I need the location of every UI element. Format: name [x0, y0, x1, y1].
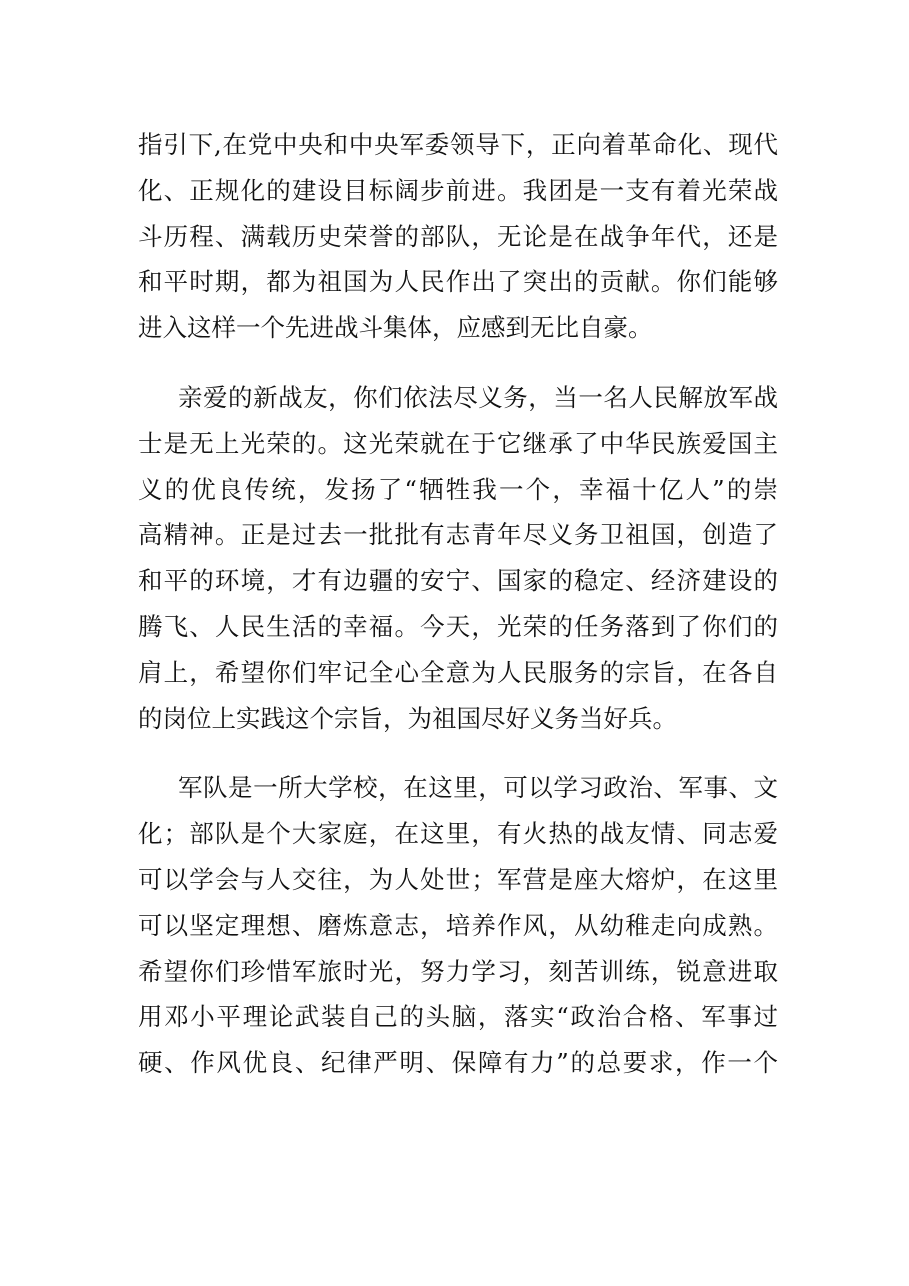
- text-line: 斗历程、满载历史荣誉的部队，无论是在战争年代，还是: [138, 221, 778, 251]
- text-line: 亲爱的新战友，你们依法尽义务，当一名人民解放军战: [178, 382, 778, 412]
- text-line: 指引下,在党中央和中央军委领导下，正向着革命化、现代: [138, 130, 778, 159]
- text-line: 希望你们珍惜军旅时光，努力学习，刻苦训练，锐意进取: [138, 956, 778, 986]
- text-line: 义的优良传统，发扬了“牺牲我一个，幸福十亿人”的崇: [138, 474, 778, 504]
- paragraph-2: [138, 375, 778, 741]
- text-line: 腾飞、人民生活的幸福。今天，光荣的任务落到了你们的: [138, 611, 778, 641]
- paragraph-3: [138, 765, 778, 1086]
- text-line: 肩上，希望你们牢记全心全意为人民服务的宗旨，在各自: [138, 657, 778, 687]
- text-line: 的岗位上实践这个宗旨，为祖国尽好义务当好兵。: [138, 703, 677, 733]
- text-line: 士是无上光荣的。这光荣就在于它继承了中华民族爱国主: [138, 428, 778, 458]
- text-line: 可以坚定理想、磨炼意志，培养作风，从幼稚走向成熟。: [138, 910, 778, 940]
- text-line: 可以学会与人交往，为人处世；军营是座大熔炉，在这里: [138, 864, 778, 894]
- text-line: 和平时期，都为祖国为人民作出了突出的贡献。你们能够: [138, 267, 778, 297]
- text-line: 用邓小平理论武装自己的头脑，落实“政治合格、军事过: [138, 1002, 778, 1032]
- text-line: 军队是一所大学校，在这里，可以学习政治、军事、文: [178, 773, 778, 803]
- text-line: 进入这样一个先进战斗集体，应感到无比自豪。: [138, 313, 653, 343]
- text-line: 硬、作风优良、纪律严明、保障有力”的总要求，作一个: [138, 1048, 778, 1078]
- paragraph-1: [138, 122, 778, 351]
- text-line: 高精神。正是过去一批批有志青年尽义务卫祖国，创造了: [138, 520, 778, 550]
- text-line: 化、正规化的建设目标阔步前进。我团是一支有着光荣战: [138, 175, 778, 205]
- text-line: 和平的环境，才有边疆的安宁、国家的稳定、经济建设的: [138, 566, 778, 596]
- text-line: 化；部队是个大家庭，在这里，有火热的战友情、同志爱: [138, 819, 778, 849]
- document-body: [138, 122, 778, 1110]
